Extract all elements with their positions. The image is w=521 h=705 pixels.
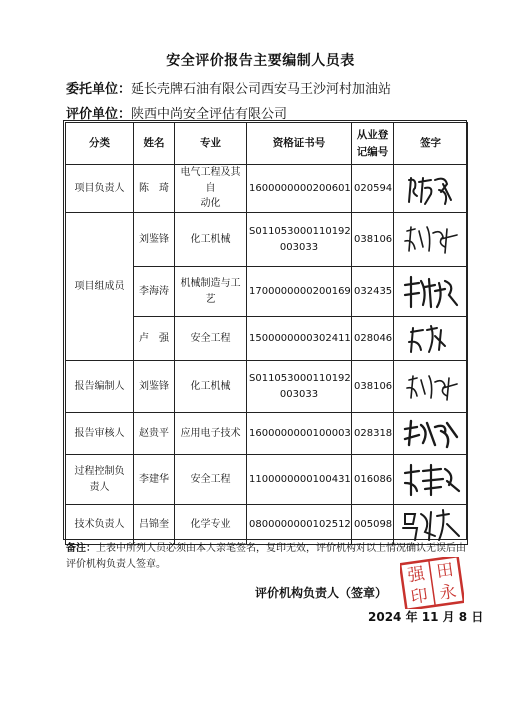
major-cell: 化工机械: [175, 361, 247, 413]
name-cell: 李建华: [134, 455, 175, 505]
signature-cell: [394, 361, 468, 413]
table-row: [66, 361, 468, 413]
major-cell: 安全工程: [175, 317, 247, 361]
signature-li: [401, 273, 461, 311]
header-category: 分类: [66, 123, 134, 165]
staff-table: [65, 122, 468, 545]
signature-cell: [394, 505, 468, 545]
header-name: 姓名: [134, 123, 175, 165]
client-value: 延长壳牌石油有限公司西安马王沙河村加油站: [131, 82, 392, 97]
svg-text:田: 田: [435, 559, 455, 583]
category-cell: 技术负责人: [66, 505, 134, 545]
table-row: [66, 413, 468, 455]
evaluator-value: 陕西中尚安全评估有限公司: [131, 107, 288, 122]
header-registration: 从业登 记编号: [352, 123, 394, 165]
category-cell: 报告审核人: [66, 413, 134, 455]
category-cell: 报告编制人: [66, 361, 134, 413]
signature-cell: [394, 267, 468, 317]
header-signature: 签字: [394, 123, 468, 165]
registration-cell: 028046: [352, 317, 394, 361]
major-cell: 安全工程: [175, 455, 247, 505]
registration-cell: 005098: [352, 505, 394, 545]
registration-cell: 032435: [352, 267, 394, 317]
page-title: 安全评价报告主要编制人员表: [166, 53, 355, 69]
major-cell: 机械制造与工艺: [175, 267, 247, 317]
registration-cell: 038106: [352, 361, 394, 413]
signature-cell: [394, 455, 468, 505]
certificate-cell: 1100000000100431: [247, 455, 352, 505]
svg-text:印: 印: [409, 585, 430, 608]
evaluator-label: 评价单位：: [66, 107, 132, 122]
name-cell: 吕锦奎: [134, 505, 175, 545]
registration-cell: 028318: [352, 413, 394, 455]
svg-text:永: 永: [438, 581, 458, 604]
table-row: [66, 165, 468, 213]
name-cell: 刘鉴锋: [134, 361, 175, 413]
signature-zhao: [401, 415, 461, 453]
name-cell: 赵贵平: [134, 413, 175, 455]
signature-chen: [401, 170, 461, 208]
note-text: 上表中所列人员必须由本人亲笔签名，复印无效，评价机构对以上情况确认无误后由评价机构负责人签章。: [66, 543, 466, 570]
signature-cell: [394, 165, 468, 213]
signature-liu-2: [401, 368, 461, 406]
signature-cell: [394, 317, 468, 361]
signature-lu: [401, 320, 461, 358]
category-cell: 过程控制负 责人: [66, 455, 134, 505]
signature-cell: [394, 213, 468, 267]
major-cell: 化学专业: [175, 505, 247, 545]
registration-cell: 038106: [352, 213, 394, 267]
evaluator-unit: [66, 103, 287, 122]
client-unit: [66, 78, 391, 97]
document-date: 2024 年 11 月 8 日: [368, 610, 484, 624]
signature-lv: [401, 506, 461, 544]
name-cell: 陈 琦: [134, 165, 175, 213]
major-cell: 电气工程及其自 动化: [175, 165, 247, 213]
table-header-row: [66, 123, 468, 165]
name-cell: 刘鉴锋: [134, 213, 175, 267]
certificate-cell: S011053000110192 003033: [247, 213, 352, 267]
name-cell: 卢 强: [134, 317, 175, 361]
certificate-cell: 0800000000102512: [247, 505, 352, 545]
signature-liu: [401, 221, 461, 259]
table-row: [66, 213, 468, 267]
certificate-cell: 1700000000200169: [247, 267, 352, 317]
major-cell: 化工机械: [175, 213, 247, 267]
registration-cell: 016086: [352, 455, 394, 505]
header-certificate: 资格证书号: [247, 123, 352, 165]
category-cell: 项目负责人: [66, 165, 134, 213]
table-row: [66, 505, 468, 545]
certificate-cell: S011053000110192 003033: [247, 361, 352, 413]
certificate-cell: 1600000000200601: [247, 165, 352, 213]
note-label: 备注：: [66, 543, 96, 554]
registration-cell: 020594: [352, 165, 394, 213]
table-row: [66, 455, 468, 505]
major-cell: 应用电子技术: [175, 413, 247, 455]
svg-text:强: 强: [406, 564, 427, 587]
certificate-cell: 1500000000302411: [247, 317, 352, 361]
header-major: 专业: [175, 123, 247, 165]
name-cell: 李海涛: [134, 267, 175, 317]
red-seal-stamp: [400, 557, 464, 609]
client-label: 委托单位：: [66, 82, 132, 97]
signature-li-2: [401, 461, 461, 499]
signature-cell: [394, 413, 468, 455]
category-cell: 项目组成员: [66, 213, 134, 361]
responsible-person-signature-label: 评价机构负责人（签章）: [255, 586, 388, 600]
certificate-cell: 1600000000100003: [247, 413, 352, 455]
